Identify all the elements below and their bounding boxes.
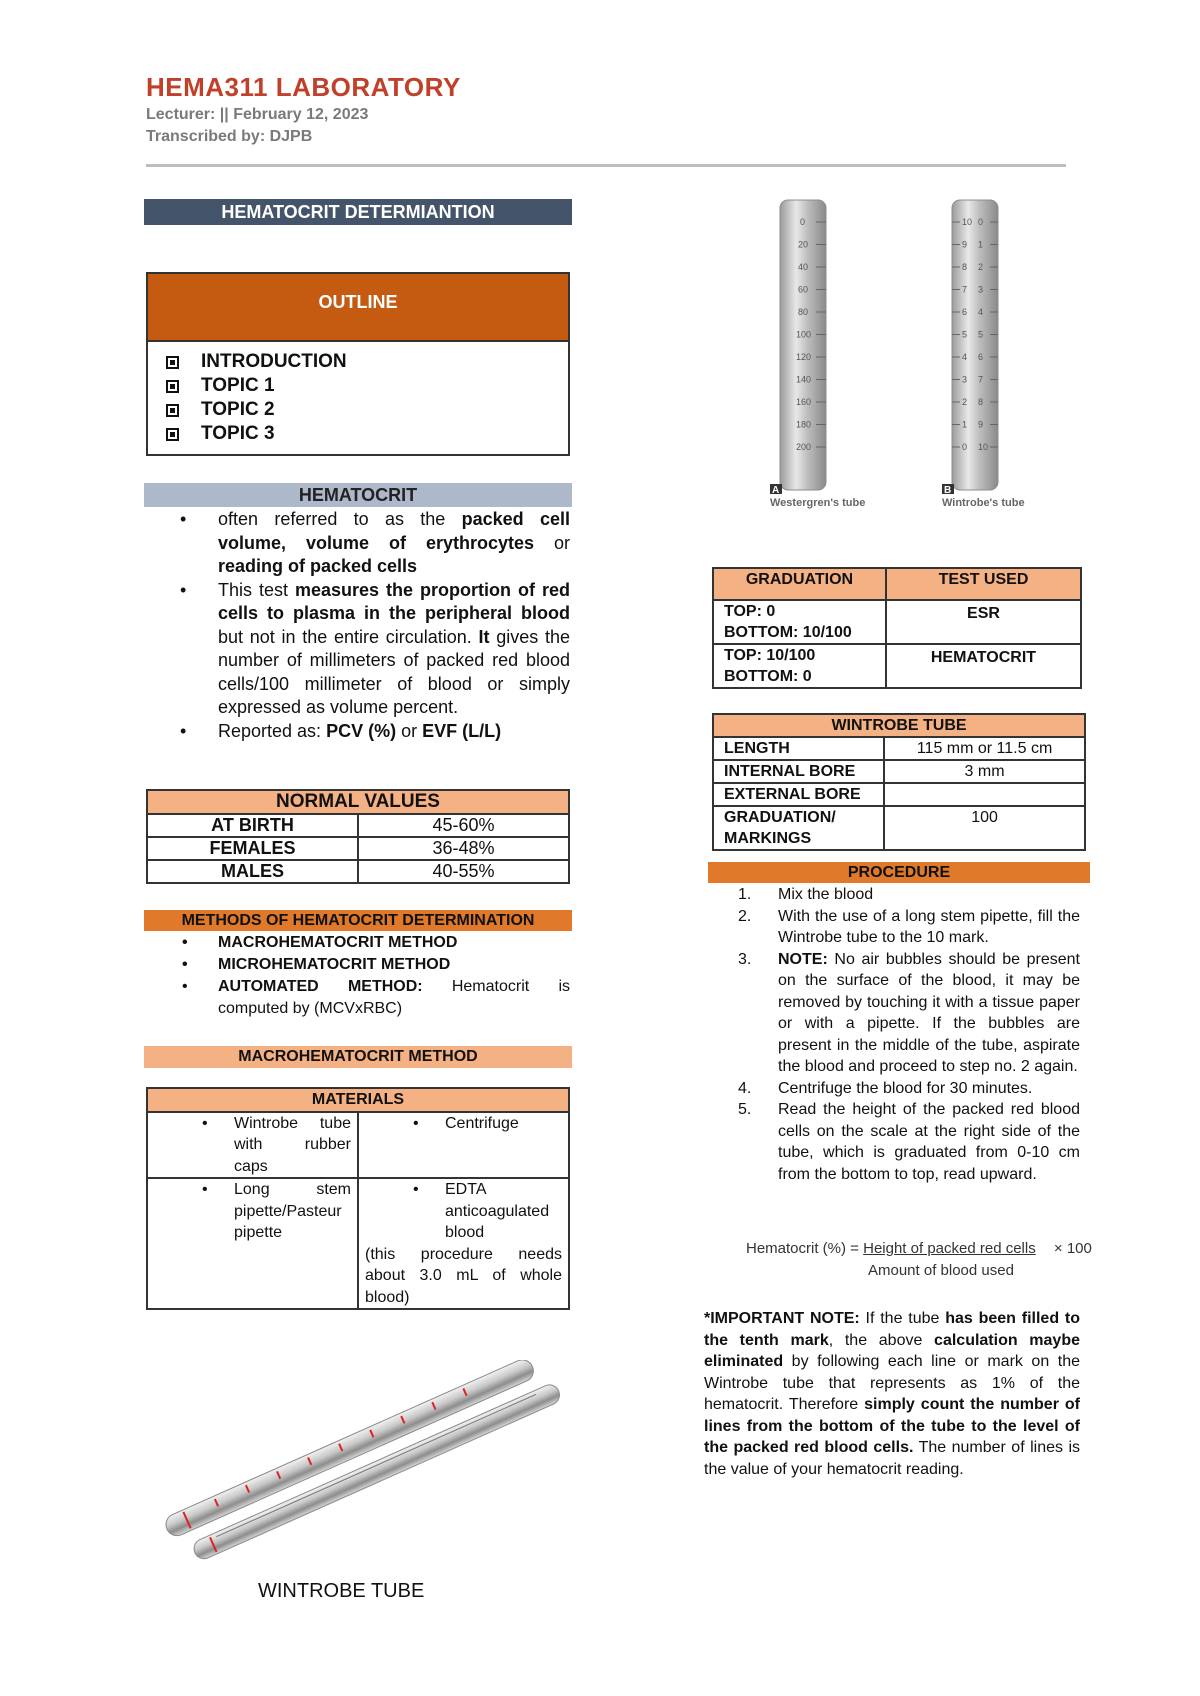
wintrobe-right-label: 2 xyxy=(978,262,984,272)
outline-box xyxy=(146,272,570,456)
materials-heading: MATERIALS xyxy=(147,1088,569,1112)
westergren-scale-label: 140 xyxy=(796,374,812,385)
wintrobe-left-label: 5 xyxy=(962,329,968,340)
materials-table xyxy=(146,1087,570,1310)
procedure-step: 5. Read the height of the packed red blood cells on the scale at the right side of the tube, which is graduated from 0-10 cm from the bottom to top, read upward. xyxy=(738,1101,1080,1183)
westergren-scale-label: 40 xyxy=(798,262,809,272)
outline-item[interactable]: INTRODUCTION xyxy=(166,350,568,374)
bullet-definition: • often referred to as the packed cell volume, volume of erythrocytes or reading of packed cells xyxy=(176,508,570,579)
table-row: FEMALES 36-48% xyxy=(147,837,569,860)
normal-values-table xyxy=(146,789,570,884)
wintrobe-right-label: 9 xyxy=(978,419,984,430)
westergren-scale-label: 80 xyxy=(798,307,809,317)
label-b: B xyxy=(944,485,952,496)
bullet-reported: • Reported as: PCV (%) or EVF (L/L) xyxy=(176,720,570,744)
wintrobe-left-label: 3 xyxy=(962,374,968,385)
header-divider xyxy=(146,164,1066,167)
outline-item[interactable]: TOPIC 2 xyxy=(166,398,568,422)
material-item: • Wintrobe tube with rubber caps xyxy=(154,1113,351,1178)
procedure-list xyxy=(738,884,1080,1185)
test-used-header: TEST USED xyxy=(886,568,1081,600)
wintrobe-left-label: 10 xyxy=(962,217,973,227)
wintrobe-left-label: 7 xyxy=(962,284,968,295)
wintrobe-table-heading: WINTROBE TUBE xyxy=(713,714,1085,737)
table-row: TOP: 0 BOTTOM: 10/100 ESR xyxy=(713,600,1081,644)
important-note: *IMPORTANT NOTE: If the tube has been filled to the tenth mark, the above calculation maybe eliminated by following each line or mark on the Wintrobe tube that represents as 1% of the hematocrit. Therefore simply count the number of lines from the bottom of the tube to the level of the packed red blood cells. The number of lines is the value of your hematocrit reading. xyxy=(704,1310,1081,1478)
material-item: • Long stem pipette/Pasteur pipette xyxy=(154,1179,351,1244)
square-bullet-icon xyxy=(166,380,179,393)
hematocrit-formula: Hematocrit (%) = Height of packed red cells × 100 xyxy=(746,1240,1092,1257)
lecturer-line: Lecturer: || February 12, 2023 xyxy=(146,106,369,123)
square-bullet-icon xyxy=(166,356,179,369)
graduation-table xyxy=(712,567,1082,689)
procedure-heading: PROCEDURE xyxy=(708,862,1090,883)
table-row xyxy=(147,1178,569,1309)
westergren-scale-label: 60 xyxy=(798,284,809,295)
material-note: (this procedure needs about 3.0 mL of whole blood) xyxy=(365,1245,562,1306)
wintrobe-left-label: 0 xyxy=(962,442,968,452)
wintrobe-right-label: 6 xyxy=(978,352,984,362)
hematocrit-heading: HEMATOCRIT xyxy=(144,483,572,507)
wintrobe-right-label: 4 xyxy=(978,307,984,317)
method-item: • AUTOMATED METHOD: Hematocrit is computed by (MCVxRBC) xyxy=(172,976,570,1020)
wintrobe-tube-photo xyxy=(160,1360,570,1570)
wintrobe-left-label: 4 xyxy=(962,352,968,362)
wintrobe-left-label: 9 xyxy=(962,239,968,250)
table-row: INTERNAL BORE 3 mm xyxy=(713,760,1085,783)
table-row: MALES 40-55% xyxy=(147,860,569,883)
wintrobe-right-label: 8 xyxy=(978,397,984,407)
material-item: • Centrifuge xyxy=(365,1113,562,1135)
wintrobe-right-label: 0 xyxy=(978,217,984,227)
westergren-caption: Westergren's tube xyxy=(770,497,866,509)
document-title: HEMA311 LABORATORY xyxy=(146,72,461,102)
graduation-header: GRADUATION xyxy=(713,568,886,600)
outline-item[interactable]: TOPIC 3 xyxy=(166,422,568,446)
wintrobe-right-label: 7 xyxy=(978,374,984,385)
procedure-step: 2. With the use of a long stem pipette, fill the Wintrobe tube to the 10 mark. xyxy=(738,907,1080,946)
wintrobe-left-label: 8 xyxy=(962,262,968,272)
outline-item[interactable]: TOPIC 1 xyxy=(166,374,568,398)
wintrobe-photo-caption: WINTROBE TUBE xyxy=(258,1580,425,1602)
wintrobe-left-label: 1 xyxy=(962,419,968,430)
table-row: TOP: 10/100 BOTTOM: 0 HEMATOCRIT xyxy=(713,644,1081,688)
procedure-step: 3. NOTE: No air bubbles should be present on the surface of the blood, it may be removed by touching it with a tissue paper or with a pipette. If the bubbles are present in the middle of the tube, aspirate the blood and proceed to step no. 2 again. xyxy=(738,950,1080,1075)
methods-heading: METHODS OF HEMATOCRIT DETERMINATION xyxy=(144,910,572,931)
wintrobe-right-label: 10 xyxy=(978,442,989,452)
table-row: GRADUATION/ MARKINGS 100 xyxy=(713,806,1085,850)
table-row: AT BIRTH 45-60% xyxy=(147,814,569,837)
methods-list xyxy=(172,932,570,1020)
westergren-scale-label: 160 xyxy=(796,397,812,407)
westergren-scale-label: 20 xyxy=(798,239,809,250)
method-item: • MACROHEMATOCRIT METHOD xyxy=(172,932,570,954)
westergren-scale-label: 180 xyxy=(796,419,812,430)
westergren-scale-label: 200 xyxy=(796,442,812,452)
normal-values-heading: NORMAL VALUES xyxy=(147,790,569,814)
wintrobe-right-label: 3 xyxy=(978,284,984,295)
section-title: HEMATOCRIT DETERMIANTION xyxy=(144,199,572,225)
square-bullet-icon xyxy=(166,404,179,417)
table-row xyxy=(147,1112,569,1179)
procedure-step: 1. Mix the blood xyxy=(738,886,874,903)
procedure-step: 4. Centrifuge the blood for 30 minutes. xyxy=(738,1079,1033,1097)
label-a: A xyxy=(772,485,780,496)
material-item: • EDTA anticoagulated blood xyxy=(365,1179,562,1244)
macro-heading: MACROHEMATOCRIT METHOD xyxy=(144,1046,572,1068)
wintrobe-caption: Wintrobe's tube xyxy=(942,497,1025,509)
outline-heading: OUTLINE xyxy=(148,274,568,342)
hematocrit-bullets xyxy=(176,508,570,743)
table-row: EXTERNAL BORE xyxy=(713,783,1085,806)
westergren-scale-label: 120 xyxy=(796,352,812,362)
transcriber-line: Transcribed by: DJPB xyxy=(146,128,313,145)
wintrobe-table xyxy=(712,713,1086,851)
tubes-illustration xyxy=(760,196,1040,526)
table-row: LENGTH 115 mm or 11.5 cm xyxy=(713,737,1085,760)
wintrobe-right-label: 1 xyxy=(978,239,984,250)
westergren-scale-label: 100 xyxy=(796,329,812,340)
square-bullet-icon xyxy=(166,428,179,441)
wintrobe-left-label: 6 xyxy=(962,307,968,317)
formula-denominator: Amount of blood used xyxy=(868,1262,1014,1279)
method-item: • MICROHEMATOCRIT METHOD xyxy=(172,954,570,976)
westergren-scale-label: 0 xyxy=(800,217,806,227)
outline-list xyxy=(148,350,568,446)
wintrobe-right-label: 5 xyxy=(978,329,984,340)
bullet-measure: • This test measures the proportion of red cells to plasma in the peripheral blood but not in the entire circulation. It gives the number of millimeters of packed red blood cells/100 millimeter of blood or simply expressed as volume percent. xyxy=(176,579,570,720)
wintrobe-left-label: 2 xyxy=(962,397,968,407)
